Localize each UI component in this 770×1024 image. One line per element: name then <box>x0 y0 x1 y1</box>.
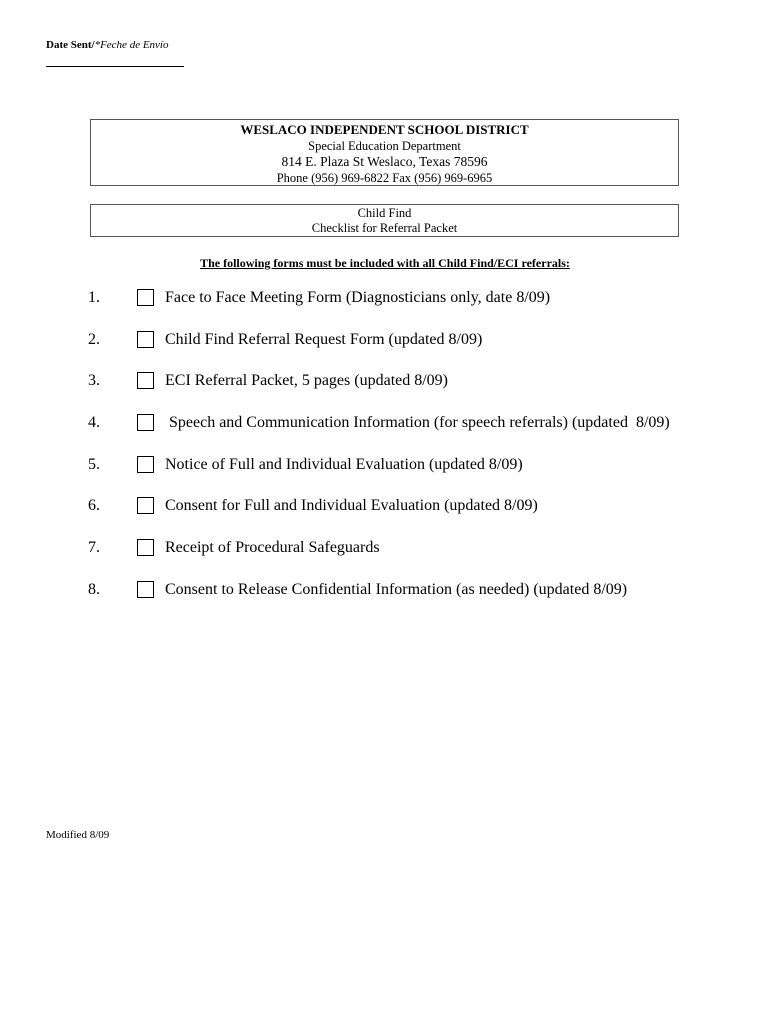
checkbox[interactable] <box>137 289 154 306</box>
instruction-text: The following forms must be included with all Child Find/ECI referrals: <box>200 256 570 270</box>
item-label: Notice of Full and Individual Evaluation (updated 8/09) <box>165 456 523 473</box>
checkbox[interactable] <box>137 539 154 556</box>
district-name: WESLACO INDEPENDENT SCHOOL DISTRICT <box>240 122 529 137</box>
item-number: 1. <box>88 289 100 306</box>
district-phone-fax: Phone (956) 969-6822 Fax (956) 969-6965 <box>276 171 493 185</box>
item-label: Receipt of Procedural Safeguards <box>165 539 380 556</box>
form-title-line1: Child Find <box>357 206 412 220</box>
district-header-box <box>90 119 679 186</box>
date-sent-label-en: Date Sent/ <box>46 39 95 51</box>
checklist-item <box>0 412 770 436</box>
item-number: 7. <box>88 539 100 556</box>
checklist-item <box>0 329 770 353</box>
checklist-item <box>0 537 770 561</box>
checkbox[interactable] <box>137 497 154 514</box>
item-number: 5. <box>88 456 100 473</box>
checklist-item <box>0 579 770 603</box>
checkbox[interactable] <box>137 414 154 431</box>
checklist-item <box>0 370 770 394</box>
district-address: 814 E. Plaza St Weslaco, Texas 78596 <box>281 154 488 169</box>
modified-date: Modified 8/09 <box>46 829 110 841</box>
checkbox[interactable] <box>137 456 154 473</box>
item-label: Consent for Full and Individual Evaluation (updated 8/09) <box>165 497 538 514</box>
checklist-item <box>0 495 770 519</box>
item-number: 3. <box>88 372 100 389</box>
checklist-item <box>0 287 770 311</box>
item-number: 6. <box>88 497 100 514</box>
item-label: Face to Face Meeting Form (Diagnosticians only, date 8/09) <box>165 289 551 306</box>
checkbox[interactable] <box>137 372 154 389</box>
item-label: Child Find Referral Request Form (updated 8/09) <box>165 331 483 348</box>
checkbox[interactable] <box>137 581 154 598</box>
date-sent-label <box>46 39 168 51</box>
item-label: Consent to Release Confidential Information (as needed) (updated 8/09) <box>165 581 628 598</box>
department-name: Special Education Department <box>308 139 461 153</box>
form-title-line2: Checklist for Referral Packet <box>311 221 458 235</box>
checkbox[interactable] <box>137 331 154 348</box>
checklist-item <box>0 454 770 478</box>
date-sent-line[interactable] <box>46 66 184 67</box>
date-sent-label-es: *Feche de Envío <box>94 39 169 51</box>
item-label: ECI Referral Packet, 5 pages (updated 8/09) <box>165 372 449 389</box>
item-number: 8. <box>88 581 100 598</box>
item-number: 2. <box>88 331 100 348</box>
item-number: 4. <box>88 414 100 431</box>
form-title-box <box>90 204 679 237</box>
item-label: Speech and Communication Information (for speech referrals) (updated 8/09) <box>165 414 670 431</box>
